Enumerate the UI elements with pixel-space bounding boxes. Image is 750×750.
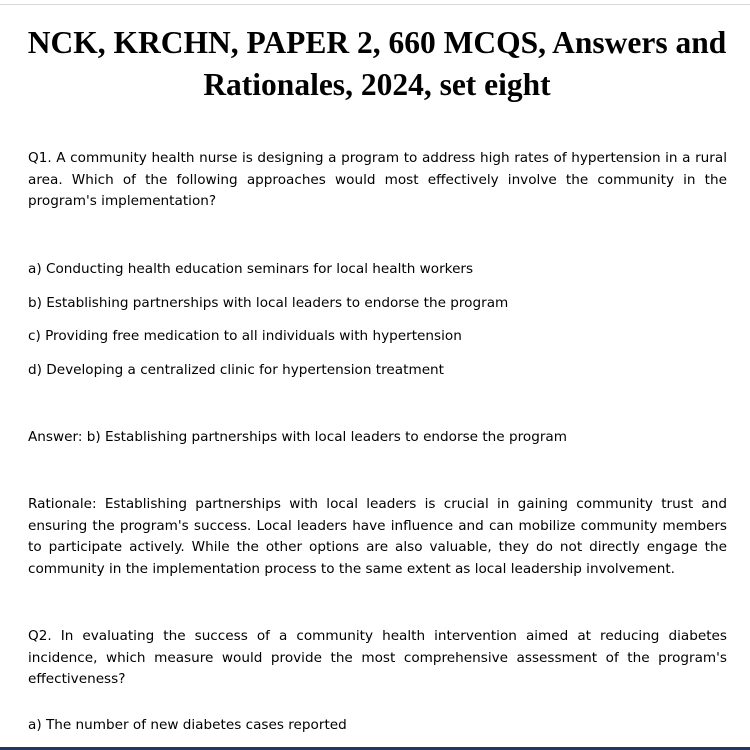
question-1-option-d: d) Developing a centralized clinic for hypertension treatment [28,362,444,378]
question-2-text: Q2. In evaluating the success of a community health intervention aimed at reducing diabetes incidence, which measure would provide the most comprehensive assessment of the program's effectiveness? [28,628,727,687]
question-1-rationale: Rationale: Establishing partnerships with local leaders is crucial in gaining community trust and ensuring the program's success. Local leaders have influence and can mobilize community members to participate actively. While the other options are also valuable, they do not directly engage the community in the implementation process to the same extent as local leadership involvement. [28,496,727,577]
question-1-answer: Answer: b) Establishing partnerships with local leaders to endorse the program [28,429,568,445]
question-1-text: Q1. A community health nurse is designing a program to address high rates of hypertension in a rural area. Which of the following approaches would most effectively involve the community in the program's implementation? [28,150,727,209]
document-title: NCK, KRCHN, PAPER 2, 660 MCQS, Answers and Rationales, 2024, set eight [27,25,727,102]
page-top-edge [0,0,750,5]
question-2-option-a: a) The number of new diabetes cases reported [28,717,347,733]
question-1-option-c: c) Providing free medication to all individuals with hypertension [28,328,462,344]
question-1-option-b: b) Establishing partnerships with local leaders to endorse the program [28,295,509,311]
question-1-option-a: a) Conducting health education seminars for local health workers [28,261,474,277]
